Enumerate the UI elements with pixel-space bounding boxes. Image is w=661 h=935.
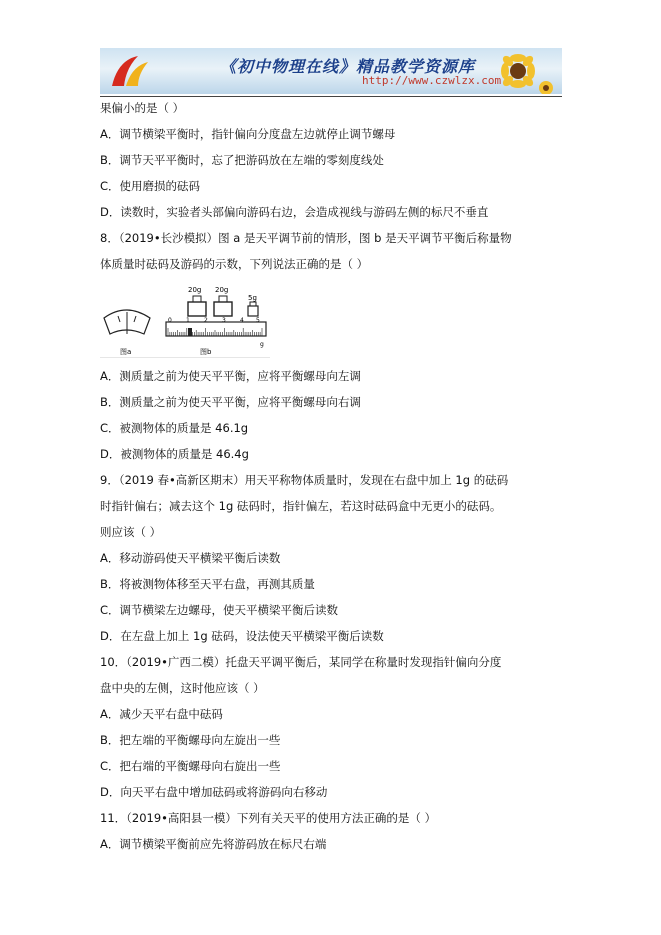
ruler-scale — [166, 322, 266, 336]
weight-label-2: 20g — [215, 286, 229, 294]
question-10-cont: 盘中央的左侧，这时他应该（ ） — [100, 681, 265, 695]
balance-dial-figure-a — [104, 310, 150, 334]
question-9-cont: 时指针偏右；减去这个 1g 砝码时，指针偏左，若这时砝码盒中无更小的砝码。 — [100, 499, 502, 513]
caption-a: 图a — [120, 348, 132, 356]
option-a: A．测质量之前为使天平平衡，应将平衡螺母向左调 — [100, 369, 361, 383]
option-a: A．调节横梁平衡时，指针偏向分度盘左边就停止调节螺母 — [100, 127, 396, 141]
option-a: A．减少天平右盘中砝码 — [100, 707, 223, 721]
header-banner — [100, 48, 562, 94]
scale-number: 2 — [204, 317, 208, 324]
option-b: B．调节天平平衡时，忘了把游码放在左端的零刻度线处 — [100, 153, 384, 167]
text-line: 果偏小的是（ ） — [100, 101, 185, 115]
scale-unit: g — [260, 341, 264, 348]
scale-number: 3 — [222, 317, 226, 324]
option-a: A．调节横梁平衡前应先将游码放在标尺右端 — [100, 837, 327, 851]
question-8-cont: 体质量时砝码及游码的示数，下列说法正确的是（ ） — [100, 257, 369, 271]
scale-number: 4 — [240, 317, 244, 324]
question-9: 9．（2019 春•高新区期末）用天平称物体质量时，发现在右盘中加上 1g 的砝码 — [100, 473, 509, 487]
option-c: C．使用磨损的砝码 — [100, 179, 201, 193]
banner-url: http://www.czwlzx.com — [362, 74, 502, 87]
banner-title: 《初中物理在线》精品教学资源库 — [220, 57, 476, 76]
question-11: 11．（2019•高阳县一模）下列有关天平的使用方法正确的是（ ） — [100, 811, 437, 825]
scale-number: 1 — [186, 317, 190, 324]
scale-number: 0 — [168, 317, 172, 324]
question-8: 8．（2019•长沙模拟）图 a 是天平调节前的情形，图 b 是天平调节平衡后称量物 — [100, 231, 512, 245]
question-10: 10．（2019•广西二模）托盘天平调平衡后，某同学在称量时发现指针偏向分度 — [100, 655, 502, 669]
option-d: D．向天平右盘中增加砝码或将游码向右移动 — [100, 785, 328, 799]
option-b: B．将被测物体移至天平右盘，再测其质量 — [100, 577, 315, 591]
rider-marker — [188, 328, 192, 336]
option-c: C．被测物体的质量是 46.1g — [100, 421, 249, 435]
weight-label-3: 5g — [248, 294, 257, 302]
option-a: A．移动游码使天平横梁平衡后读数 — [100, 551, 281, 565]
caption-b: 图b — [200, 348, 212, 356]
option-d: D．在左盘上加上 1g 砝码，设法使天平横梁平衡后读数 — [100, 629, 384, 643]
option-b: B．把左端的平衡螺母向左旋出一些 — [100, 733, 281, 747]
weight-label-1: 20g — [188, 286, 202, 294]
option-d: D．被测物体的质量是 46.4g — [100, 447, 249, 461]
option-d: D．读数时，实验者头部偏向游码右边，会造成视线与游码左侧的标尺不垂直 — [100, 205, 489, 219]
option-c: C．把右端的平衡螺母向右旋出一些 — [100, 759, 281, 773]
sunflower-icon — [458, 48, 558, 94]
scale-number: 5 — [256, 317, 260, 324]
option-c: C．调节横梁左边螺母，使天平横梁平衡后读数 — [100, 603, 339, 617]
option-b: B．测质量之前为使天平平衡，应将平衡螺母向右调 — [100, 395, 361, 409]
balance-figure — [100, 282, 270, 358]
logo-icon — [108, 52, 152, 90]
header-rule — [100, 96, 562, 97]
question-9-cont: 则应该（ ） — [100, 525, 162, 539]
